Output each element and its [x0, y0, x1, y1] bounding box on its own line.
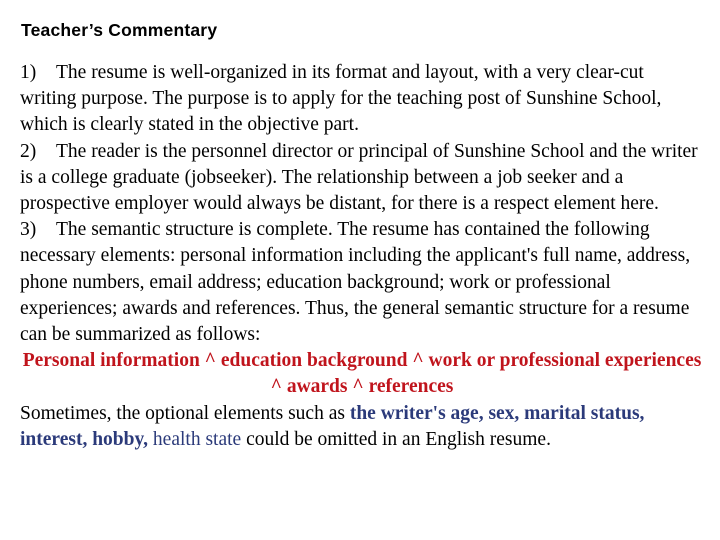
- point-1-number: 1): [20, 62, 37, 83]
- closing-after: could be omitted in an English resume.: [241, 428, 551, 450]
- commentary-body: [20, 60, 704, 453]
- structure-formula: Personal information ^ education background ^ work or professional experiences ^ awards ^ references: [22, 350, 702, 398]
- health-state-highlight: health state: [148, 428, 242, 450]
- point-1: [20, 60, 704, 139]
- closing-before: Sometimes, the optional elements such as: [20, 402, 350, 424]
- point-1-text: The resume is well-organized in its format and layout, with a very clear-cut writing purpose. The purpose is to apply for the teaching post of Sunshine School, which is clearly stated in the objective part.: [20, 62, 662, 136]
- point-3: [20, 217, 704, 348]
- point-2-text: The reader is the personnel director or principal of Sunshine School and the writer is a college graduate (jobseeker). The relationship between a job seeker and a prospective employer would always be distant, for there is a respect element here.: [20, 140, 698, 215]
- page-title: Teacher’s Commentary: [21, 20, 218, 40]
- point-3-number: 3): [20, 219, 37, 241]
- optional-elements-highlight: the writer's age, sex, marital status, interest, hobby,: [20, 402, 645, 450]
- point-3-text: The semantic structure is complete. The resume has contained the following necessary elements: personal information including the applicant's full name, address, phone numbers, email address; education background; work or professional experiences; awards and references. Thus, the general semantic structure for a resume can be summarized as follows:: [20, 219, 691, 346]
- point-2: [20, 139, 704, 218]
- point-2-number: 2): [20, 140, 37, 162]
- closing-paragraph: [20, 401, 704, 453]
